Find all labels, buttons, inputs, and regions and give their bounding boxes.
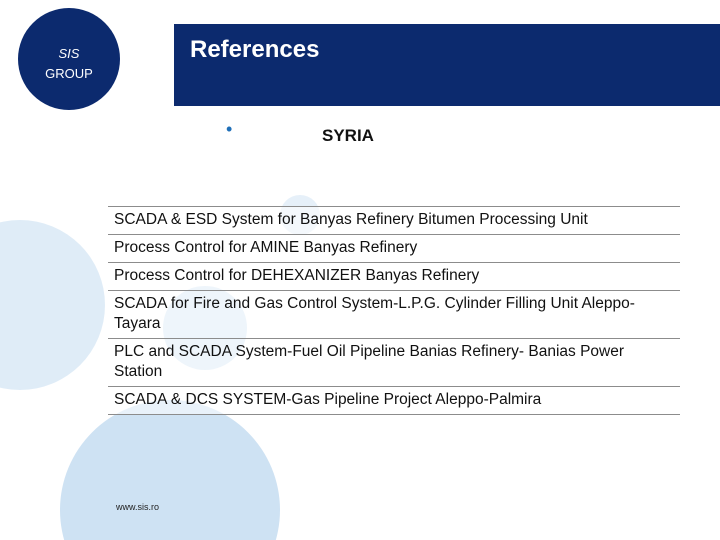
reference-item: SCADA & DCS SYSTEM-Gas Pipeline Project Aleppo-Palmira (108, 387, 680, 415)
bullet-icon: • (226, 119, 233, 139)
reference-list (108, 206, 680, 415)
sis-group-logo (18, 8, 120, 110)
footer-url[interactable]: www.sis.ro (116, 502, 160, 512)
reference-item: SCADA for Fire and Gas Control System-L.P.G. Cylinder Filling Unit Aleppo-Tayara (108, 291, 680, 339)
country-heading: SYRIA (322, 126, 374, 145)
reference-item: Process Control for AMINE Banyas Refinery (108, 235, 680, 263)
bg-circle-left (0, 220, 105, 390)
reference-item: PLC and SCADA System-Fuel Oil Pipeline Banias Refinery- Banias Power Station (108, 339, 680, 387)
reference-item: SCADA & ESD System for Banyas Refinery Bitumen Processing Unit (108, 207, 680, 235)
logo-line-group: GROUP (45, 66, 93, 81)
logo-line-sis: SIS (58, 46, 80, 61)
reference-item: Process Control for DEHEXANIZER Banyas Refinery (108, 263, 680, 291)
page-title: References (190, 36, 320, 63)
header-bar (174, 24, 720, 106)
bg-circle-large (60, 400, 280, 540)
